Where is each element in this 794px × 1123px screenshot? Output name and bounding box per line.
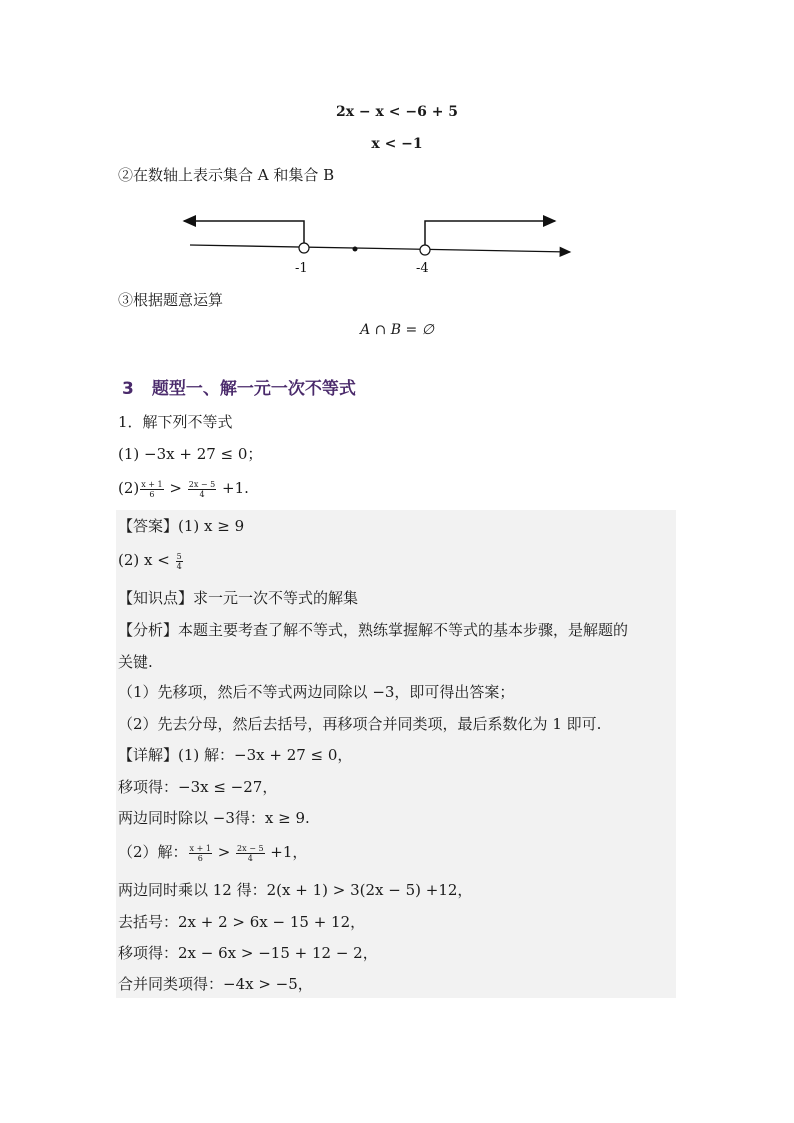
equation-line-2: x < −1 (371, 136, 423, 152)
section-number: 3 (122, 379, 134, 399)
answer-2-prefix: (2) x < (118, 551, 175, 569)
section-title-text: 题型一、解一元一次不等式 (151, 379, 356, 399)
set-b-bracket (425, 221, 555, 249)
knowledge-point: 【知识点】求一元一次不等式的解集 (118, 589, 359, 607)
result-formula: A ∩ B = ∅ (360, 322, 434, 338)
detail-line-8: 合并同类项得：−4x > −5， (118, 975, 313, 993)
p2-suffix: +1. (217, 479, 249, 497)
open-point-right (420, 245, 430, 255)
detail-4-fraction-1: $\frac{x + 1}{6}$ (189, 843, 211, 863)
detail-line-1: 【详解】(1) 解：−3x + 27 ≤ 0， (118, 746, 353, 764)
detail-4-suffix: +1， (265, 843, 308, 861)
dot-point (353, 247, 358, 252)
number-line-diagram (170, 205, 590, 280)
detail-4-gt: > (212, 843, 236, 861)
p2-fraction-1: $\frac{x + 1}{6}$ (141, 479, 163, 499)
answer-1: 【答案】(1) x ≥ 9 (118, 517, 245, 535)
detail-line-5: 两边同时乘以 12 得：2(x + 1) > 3(2x − 5) +12， (118, 881, 473, 899)
equation-line-1: 2x − x < −6 + 5 (335, 104, 459, 120)
detail-line-7: 移项得：2x − 6x > −15 + 12 − 2， (118, 944, 378, 962)
problem-part-2 (118, 478, 249, 499)
set-a-bracket (184, 221, 304, 247)
detail-4-fraction-2: $\frac{2x - 5}{4}$ (237, 843, 264, 863)
answer-2-fraction: $\frac{5}{4}$ (176, 551, 182, 571)
detail-line-6: 去括号：2x + 2 > 6x − 15 + 12， (118, 913, 366, 931)
p2-fraction-2: $\frac{2x - 5}{4}$ (188, 479, 216, 499)
step-2-text: ②在数轴上表示集合 A 和集合 B (118, 166, 335, 184)
analysis-line-3: （1）先移项，然后不等式两边同除以 −3，即可得出答案； (118, 683, 515, 701)
step-3-text: ③根据题意运算 (118, 291, 224, 309)
analysis-line-4: （2）先去分母，然后去括号，再移项合并同类项，最后系数化为 1 即可. (118, 715, 602, 733)
section-title (122, 374, 356, 399)
axis-line (190, 245, 570, 252)
detail-line-4 (118, 842, 307, 863)
analysis-line-2: 关键. (118, 653, 153, 671)
problem-part-1: (1) −3x + 27 ≤ 0； (118, 445, 263, 463)
p2-gt: > (164, 479, 187, 497)
analysis-line-1: 【分析】本题主要考查了解不等式，熟练掌握解不等式的基本步骤，是解题的 (118, 621, 629, 639)
detail-line-2: 移项得：−3x ≤ −27， (118, 778, 278, 796)
answer-2 (118, 550, 184, 571)
problem-intro: 1．解下列不等式 (118, 413, 233, 431)
detail-4-prefix: （2）解： (118, 843, 188, 861)
detail-line-3: 两边同时除以 −3得：x ≥ 9. (118, 809, 310, 827)
axis-label-minus-1: -1 (295, 261, 308, 276)
p2-prefix: (2) (118, 479, 140, 497)
axis-label-minus-4: -4 (416, 261, 429, 276)
open-point-left (299, 243, 309, 253)
